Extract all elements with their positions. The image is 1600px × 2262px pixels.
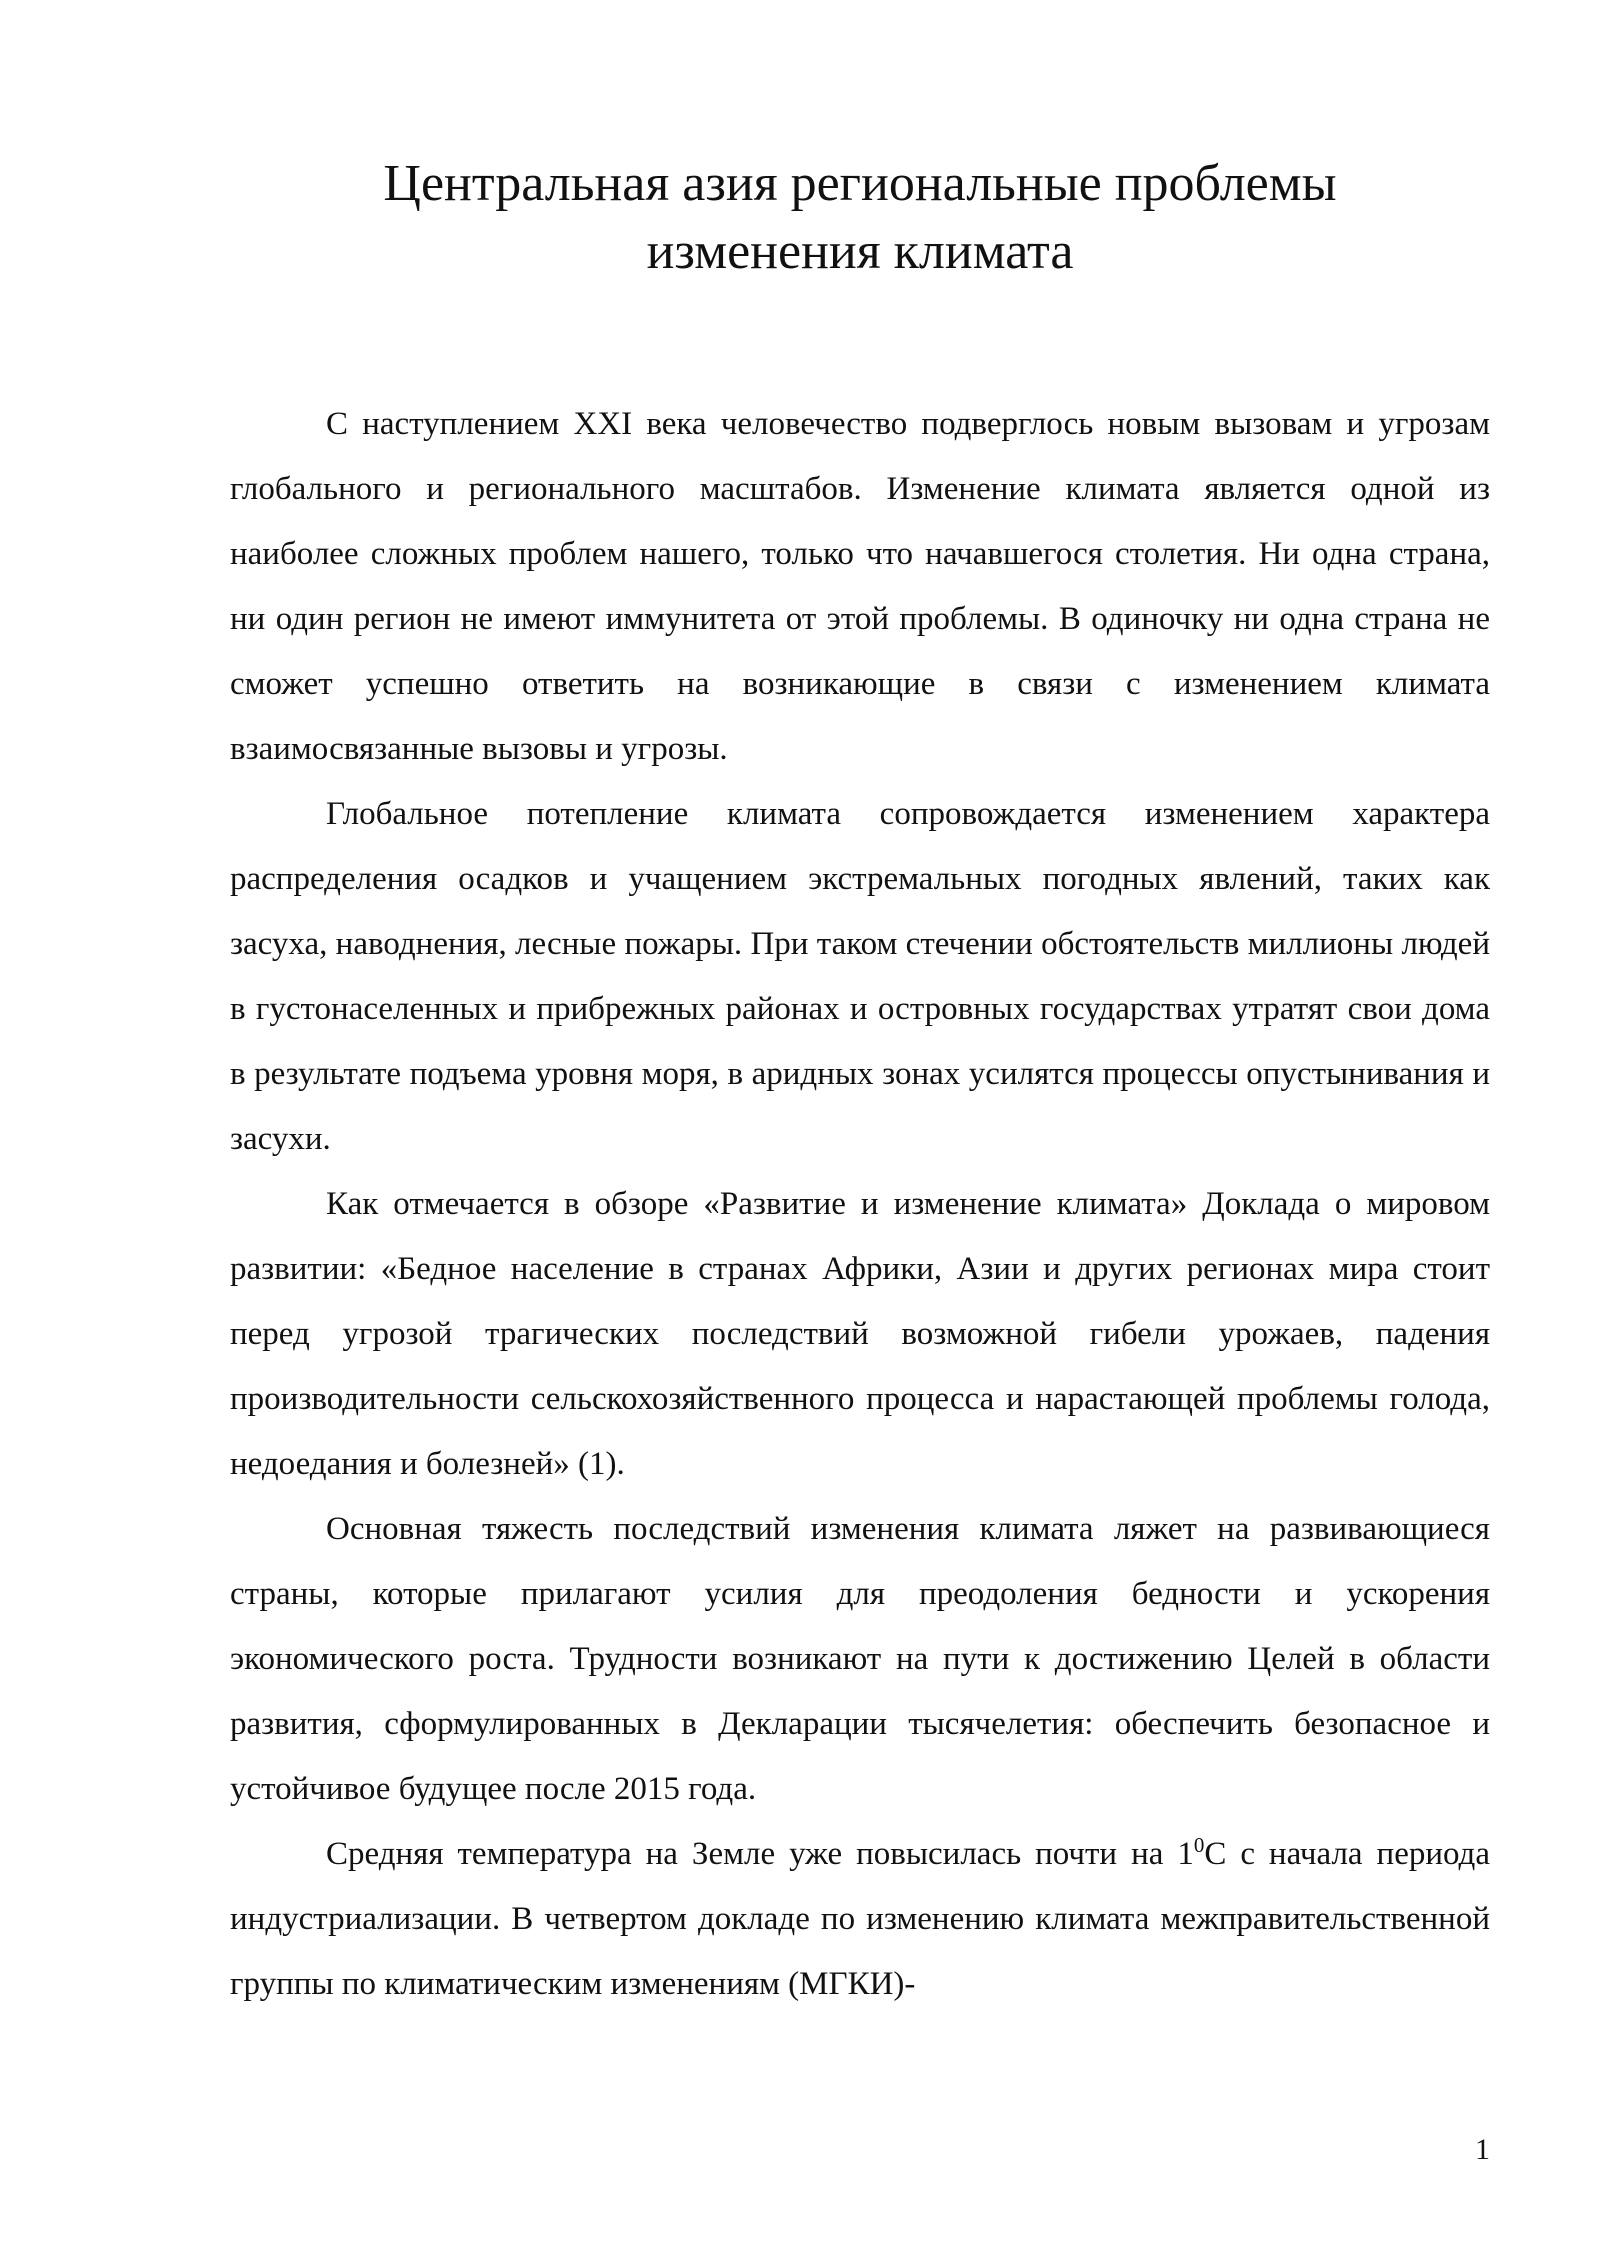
paragraph-3: Как отмечается в обзоре «Развитие и изменение климата» Доклада о мировом развитии: «Бедное население в странах Африки, Азии и других регионах мира стоит перед угрозой трагических последствий возможной гибели урожаев, падения производительности сельскохозяйственного процесса и нарастающей проблемы голода, недоедания и болезней» (1). — [230, 1186, 1490, 1482]
paragraph-1: С наступлением XXI века человечество подверглось новым вызовам и угрозам глобального и регионального масштабов. Изменение климата является одной из наиболее сложных проблем нашего, только что начавшегося столетия. Ни одна страна, ни один регион не имеют иммунитета от этой проблемы. В одиночку ни одна страна не сможет успешно ответить на возникающие в связи с изменением климата взаимосвязанные вызовы и угрозы. — [230, 406, 1490, 767]
title-line-2: изменения климата — [646, 223, 1074, 280]
document-title — [230, 150, 1490, 286]
paragraph-5-text-start: Средняя температура на Земле уже повысилась почти на 1 — [326, 1836, 1194, 1872]
paragraph-5 — [230, 1822, 1490, 2017]
document-body — [230, 392, 1490, 2017]
degree-superscript: 0 — [1193, 1833, 1205, 1857]
paragraph-5-text-end: С с начала периода индустриализации. В четвертом докладе по изменению климата межправительственной группы по климатическим изменениям (МГКИ)- — [230, 1836, 1490, 2002]
paragraph-2: Глобальное потепление климата сопровождается изменением характера распределения осадков и учащением экстремальных погодных явлений, таких как засуха, наводнения, лесные пожары. При таком стечении обстоятельств миллионы людей в густонаселенных и прибрежных районах и островных государствах утратят свои дома в результате подъема уровня моря, в аридных зонах усилятся процессы опустынивания и засухи. — [230, 796, 1490, 1157]
page-number: 1 — [1475, 2133, 1490, 2166]
title-line-1: Центральная азия региональные проблемы — [383, 155, 1337, 212]
paragraph-4: Основная тяжесть последствий изменения климата ляжет на развивающиеся страны, которые прилагают усилия для преодоления бедности и ускорения экономического роста. Трудности возникают на пути к достижению Целей в области развития, сформулированных в Декларации тысячелетия: обеспечить безопасное и устойчивое будущее после 2015 года. — [230, 1511, 1490, 1807]
